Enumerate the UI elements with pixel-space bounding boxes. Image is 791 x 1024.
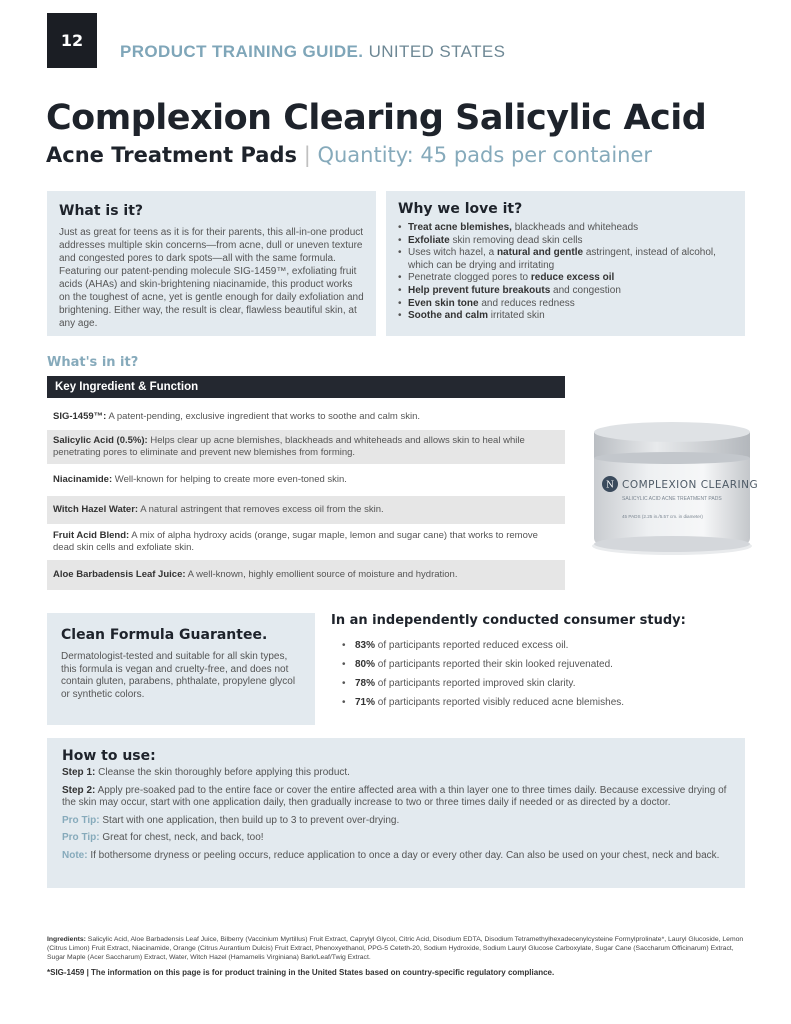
what-is-it-heading: What is it? xyxy=(59,203,144,219)
step-1: Step 1: Cleanse the skin thoroughly before applying this product. xyxy=(62,767,350,778)
table-row: Witch Hazel Water: A natural astringent that removes excess oil from the skin. xyxy=(47,496,565,524)
brand-logo xyxy=(602,476,618,492)
jar-label-name: COMPLEXION CLEARING xyxy=(622,479,759,491)
subtitle-quantity: Quantity: 45 pads per container xyxy=(317,143,653,167)
ingredient-table xyxy=(47,404,565,590)
what-is-it-panel xyxy=(47,191,376,336)
list-item: • 71% of participants reported visibly reduced acne blemishes. xyxy=(342,693,624,712)
list-item: • 78% of participants reported improved skin clarity. xyxy=(342,674,624,693)
step-2: Step 2: Apply pre-soaked pad to the entire face or cover the entire affected area with a thin layer one to three times daily. Because excessive drying of the skin may occur, start with one application daily, then gradually increase to two or three times daily if needed or as directed by a doctor. xyxy=(62,784,727,808)
whats-in-it-heading: What's in it? xyxy=(47,355,139,370)
jar-label-count: 45 PADS (2.25 in./5.57 cm. in diameter) xyxy=(622,514,703,519)
why-we-love-it-panel xyxy=(386,191,745,336)
list-item: • Uses witch hazel, a natural and gentle astringent, instead of alcohol, which can be drying and irritating xyxy=(398,247,733,272)
table-row: Fruit Acid Blend: A mix of alpha hydroxy acids (orange, sugar maple, lemon and sugar cane) that works to remove dead skin cells and exfoliate skin. xyxy=(53,530,538,553)
table-row: Salicylic Acid (0.5%): Helps clear up acne blemishes, blackheads and whiteheads and allows skin to heal while penetrating pores to eliminate and prevent new blemishes from forming. xyxy=(47,430,565,464)
clean-formula-panel xyxy=(47,613,315,725)
running-header xyxy=(120,42,505,62)
table-row: Niacinamide: Well-known for helping to create more even-toned skin. xyxy=(53,474,347,485)
page-title: Complexion Clearing Salicylic Acid xyxy=(46,98,707,138)
subtitle-main: Acne Treatment Pads xyxy=(46,143,297,167)
ingredient-table-header: Key Ingredient & Function xyxy=(47,376,565,398)
product-jar-image xyxy=(582,418,762,558)
study-results-list xyxy=(342,636,624,712)
footnote: *SIG-1459 | The information on this page is for product training in the United States based on country-specific regulatory compliance. xyxy=(47,968,555,977)
jar-label-type: SALICYLIC ACID ACNE TREATMENT PADS xyxy=(622,496,722,502)
list-item: • Exfoliate skin removing dead skin cells xyxy=(398,235,733,248)
table-row: SIG-1459™: A patent-pending, exclusive ingredient that works to soothe and calm skin. xyxy=(53,411,421,422)
clean-formula-heading: Clean Formula Guarantee. xyxy=(61,627,268,643)
list-item: • 83% of participants reported reduced excess oil. xyxy=(342,636,624,655)
region-label: UNITED STATES xyxy=(368,42,506,61)
how-to-use-panel xyxy=(47,738,745,888)
page-subtitle xyxy=(46,143,652,167)
pro-tip-1: Pro Tip: Start with one application, then build up to 3 to prevent over-drying. xyxy=(62,814,400,826)
list-item: • Soothe and calm irritated skin xyxy=(398,310,733,323)
page-number: 12 xyxy=(47,13,97,68)
usage-note: Note: If bothersome dryness or peeling occurs, reduce application to once a day or every other day. Can also be used on your chest, neck and back. xyxy=(62,849,720,861)
how-to-use-heading: How to use: xyxy=(62,748,156,764)
subtitle-separator: | xyxy=(303,143,311,167)
pro-tip-2: Pro Tip: Great for chest, neck, and back, too! xyxy=(62,832,264,843)
why-we-love-it-heading: Why we love it? xyxy=(398,201,523,217)
what-is-it-body: Just as great for teens as it is for their parents, this all-in-one product addresses multiple skin concerns—from acne, dull or uneven texture and congested pores to dark spots—all with the same formula. Featuring our patent-pending molecule SIG-1459™, exfoliating fruit acids (AHAs) and skin-brightening niacinamide, this product works on the toughest of acne, yet is gentle enough for daily exfoliation and brightening. Either way, the result is clear, flawless beautiful skin, at any age. xyxy=(59,227,364,329)
svg-text:N: N xyxy=(606,480,614,491)
list-item: • Treat acne blemishes, blackheads and whiteheads xyxy=(398,222,733,235)
list-item: • Even skin tone and reduces redness xyxy=(398,298,733,311)
ingredients-list: Ingredients: Salicylic Acid, Aloe Barbadensis Leaf Juice, Bilberry (Vaccinium Myrtillus) Fruit Extract, Caprylyl Glycol, Citric Acid, Disodium EDTA, Disodium Tetramethylhexadecenylcysteine Formylprolinate*, Lauryl Glucoside, Lemon (Citrus Limon) Fruit Extract, Niacinamide, Orange (Citrus Aurantium Dulcis) Fruit Extract, Phenoxyethanol, PPG-5 Ceteth-20, Sodium Hydroxide, Sodium Lauryl Glucose Carboxylate, Sugar Cane (Saccharum Officinarum) Extract, Sugar Maple (Acer Saccharum) Extract, Water, Witch Hazel (Hamamelis Virginiana) Bark/Leaf/Twig Extract. xyxy=(47,936,744,961)
list-item: • Penetrate clogged pores to reduce excess oil xyxy=(398,272,733,285)
study-heading: In an independently conducted consumer study: xyxy=(331,613,686,628)
list-item: • Help prevent future breakouts and congestion xyxy=(398,285,733,298)
table-row: Aloe Barbadensis Leaf Juice: A well-known, highly emollient source of moisture and hydration. xyxy=(47,560,565,590)
guide-title: PRODUCT TRAINING GUIDE. xyxy=(120,42,364,61)
list-item: • 80% of participants reported their skin looked rejuvenated. xyxy=(342,655,624,674)
clean-formula-body: Dermatologist-tested and suitable for all skin types, this formula is vegan and cruelty-free, and does not contain gluten, parabens, phthalate, propylene glycol or synthetic colors. xyxy=(61,651,296,700)
benefits-list xyxy=(398,222,733,323)
